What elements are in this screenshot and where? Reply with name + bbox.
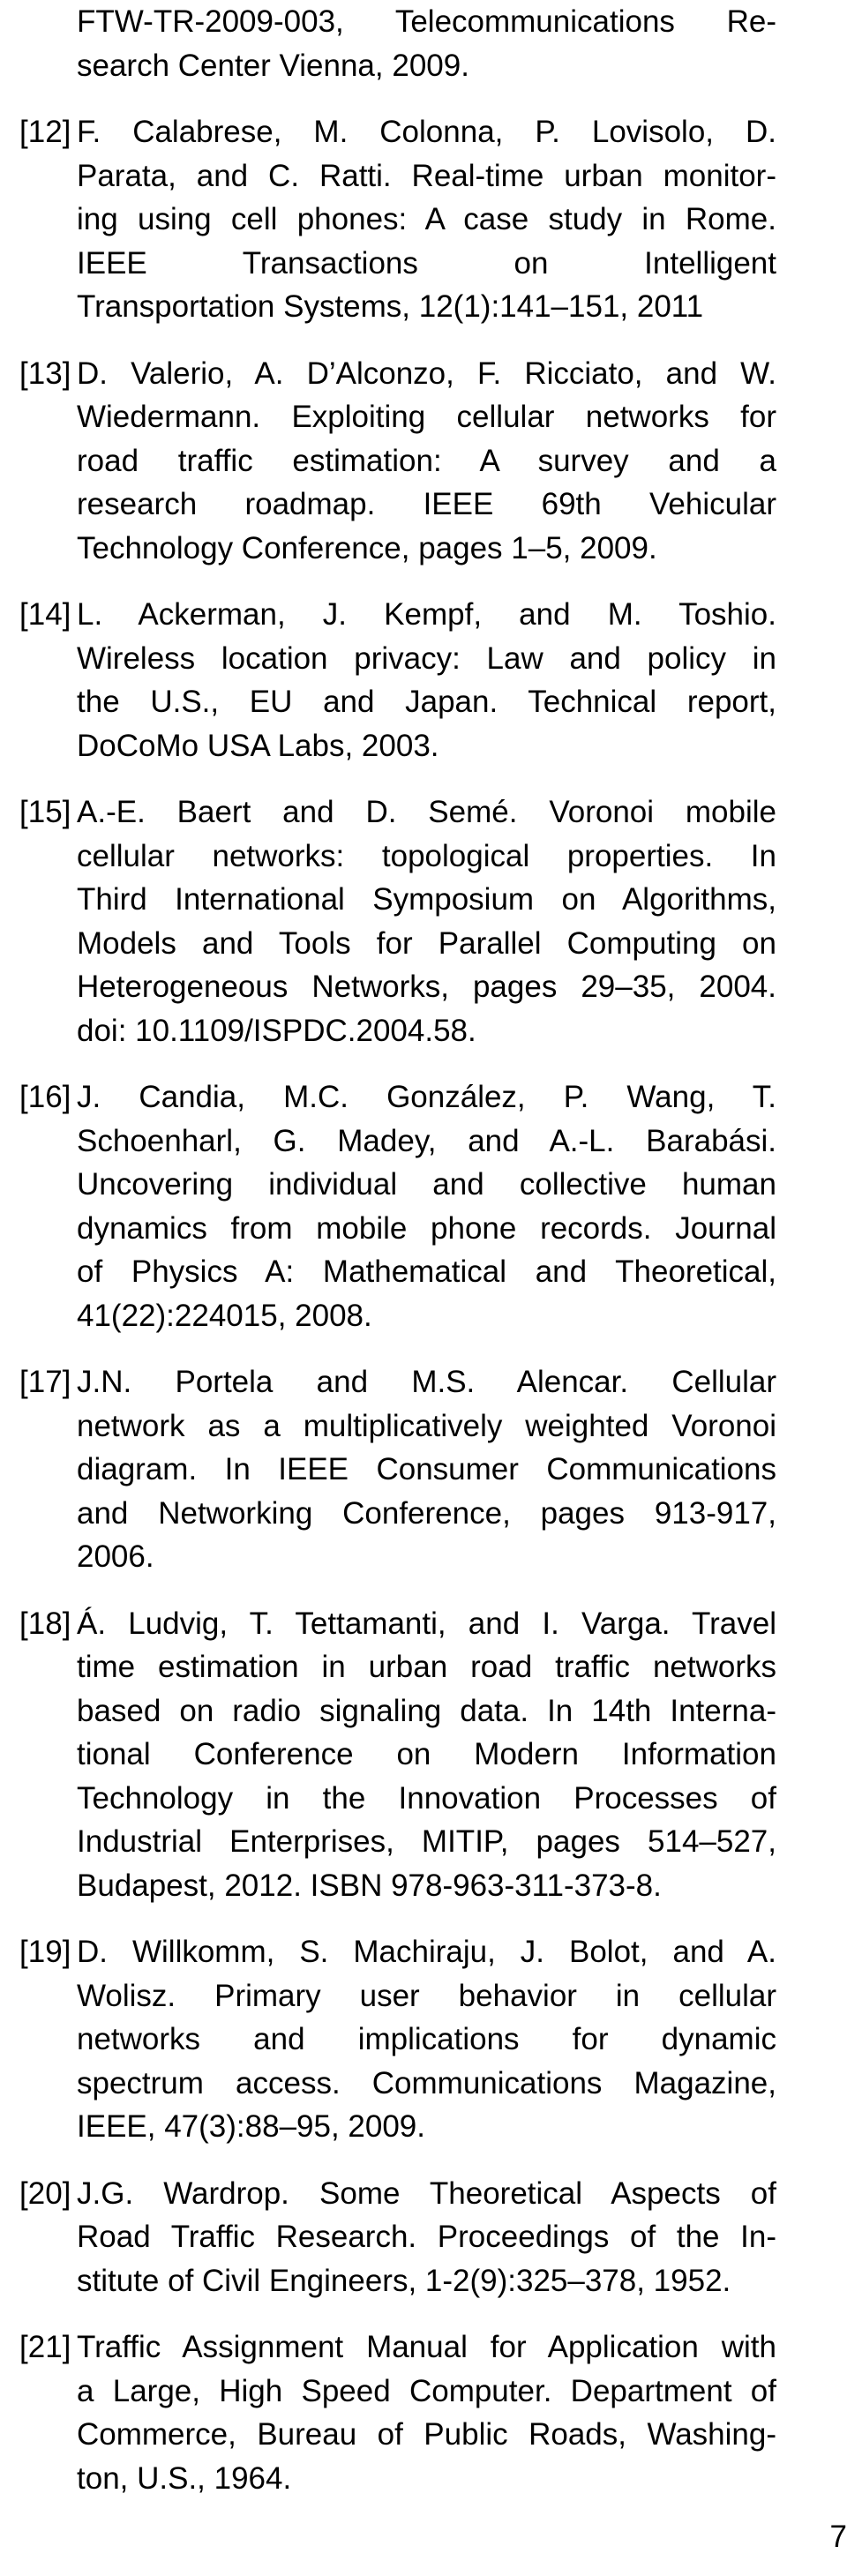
reference-entry (19, 1930, 776, 2149)
reference-number: [18] (19, 1606, 71, 1641)
reference-number: [15] (19, 795, 71, 829)
reference-line: stitute of Civil Engineers, 1-2(9):325–378, 1952. (77, 2263, 731, 2298)
reference-line: a Large, High Speed Computer. Department of (77, 2373, 776, 2408)
reference-line: Parata, and C. Ratti. Real-time urban monitor- (77, 158, 776, 193)
reference-line: of Physics A: Mathematical and Theoretical, (77, 1254, 776, 1289)
reference-line: dynamics from mobile phone records. Journal (77, 1210, 776, 1246)
reference-line: Technology Conference, pages 1–5, 2009. (77, 530, 657, 565)
reference-line: spectrum access. Communications Magazine, (77, 2065, 776, 2100)
reference-line: network as a multiplicatively weighted Voronoi (77, 1408, 776, 1443)
reference-entry (19, 110, 776, 329)
reference-line: Wolisz. Primary user behavior in cellular (77, 1978, 776, 2013)
reference-line: Heterogeneous Networks, pages 29–35, 2004. (77, 970, 776, 1004)
reference-line: research roadmap. IEEE 69th Vehicular (77, 487, 776, 521)
reference-line: Traffic Assignment Manual for Application with (77, 2330, 776, 2364)
reference-line: networks and implications for dynamic (77, 2022, 776, 2056)
reference-line: ton, U.S., 1964. (77, 2460, 292, 2496)
reference-entry (19, 0, 776, 87)
reference-entry (19, 2325, 776, 2500)
reference-number: [20] (19, 2175, 71, 2211)
reference-line: D. Willkomm, S. Machiraju, J. Bolot, and A. (77, 1935, 776, 1969)
page-number: 7 (829, 2520, 847, 2554)
reference-line: doi: 10.1109/ISPDC.2004.58. (77, 1013, 476, 1048)
reference-number: [14] (19, 597, 71, 632)
reference-line: Transportation Systems, 12(1):141–151, 2011 (77, 289, 704, 324)
reference-line: the U.S., EU and Japan. Technical report, (77, 685, 776, 719)
reference-line: J. Candia, M.C. González, P. Wang, T. (77, 1080, 776, 1114)
reference-line: J.N. Portela and M.S. Alencar. Cellular (77, 1365, 776, 1399)
reference-line: based on radio signaling data. In 14th Interna- (77, 1693, 776, 1728)
reference-entry (19, 1075, 776, 1337)
reference-number: [17] (19, 1365, 71, 1399)
reference-line: D. Valerio, A. D’Alconzo, F. Ricciato, and W. (77, 356, 776, 391)
reference-line: Models and Tools for Parallel Computing on (77, 925, 776, 961)
reference-line: Á. Ludvig, T. Tettamanti, and I. Varga. Travel (77, 1606, 776, 1641)
reference-entry (19, 593, 776, 768)
reference-line: Third International Symposium on Algorithms, (77, 882, 776, 917)
reference-list (19, 0, 776, 2523)
reference-line: tional Conference on Modern Information (77, 1737, 776, 1771)
reference-line: FTW-TR-2009-003, Telecommunications Re- (77, 4, 776, 39)
reference-number: [13] (19, 356, 71, 391)
reference-entry (19, 1360, 776, 1579)
reference-number: [16] (19, 1080, 71, 1114)
reference-line: IEEE, 47(3):88–95, 2009. (77, 2109, 425, 2144)
reference-entry (19, 2172, 776, 2303)
reference-line: ing using cell phones: A case study in Rome. (77, 202, 776, 236)
reference-line: 41(22):224015, 2008. (77, 1298, 372, 1333)
reference-line: L. Ackerman, J. Kempf, and M. Toshio. (77, 597, 776, 632)
reference-line: Road Traffic Research. Proceedings of the In- (77, 2220, 776, 2254)
reference-line: Uncovering individual and collective human (77, 1167, 776, 1202)
reference-line: 2006. (77, 1539, 154, 1574)
reference-entry (19, 790, 776, 1052)
reference-line: diagram. In IEEE Consumer Communications (77, 1452, 776, 1486)
reference-line: J.G. Wardrop. Some Theoretical Aspects of (77, 2175, 776, 2211)
reference-number: [21] (19, 2330, 71, 2364)
reference-line: time estimation in urban road traffic networks (77, 1650, 776, 1684)
reference-line: Schoenharl, G. Madey, and A.-L. Barabási. (77, 1123, 776, 1158)
reference-line: Budapest, 2012. ISBN 978-963-311-373-8. (77, 1868, 662, 1903)
reference-line: Wiedermann. Exploiting cellular networks for (77, 400, 776, 434)
reference-entry (19, 352, 776, 571)
reference-line: A.-E. Baert and D. Semé. Voronoi mobile (77, 795, 776, 829)
reference-line: IEEE Transactions on Intelligent (77, 245, 776, 281)
reference-line: road traffic estimation: A survey and a (77, 443, 776, 478)
reference-entry (19, 1602, 776, 1908)
reference-line: Commerce, Bureau of Public Roads, Washing- (77, 2417, 776, 2452)
reference-line: Wireless location privacy: Law and policy in (77, 640, 776, 676)
reference-number: [12] (19, 115, 71, 149)
reference-line: Technology in the Innovation Processes of (77, 1780, 776, 1816)
reference-line: F. Calabrese, M. Colonna, P. Lovisolo, D. (77, 115, 776, 149)
reference-line: DoCoMo USA Labs, 2003. (77, 728, 439, 763)
reference-line: and Networking Conference, pages 913-917, (77, 1495, 776, 1531)
reference-line: cellular networks: topological properties. In (77, 838, 776, 873)
reference-line: search Center Vienna, 2009. (77, 48, 469, 83)
reference-number: [19] (19, 1935, 71, 1969)
reference-line: Industrial Enterprises, MITIP, pages 514–527, (77, 1824, 776, 1859)
